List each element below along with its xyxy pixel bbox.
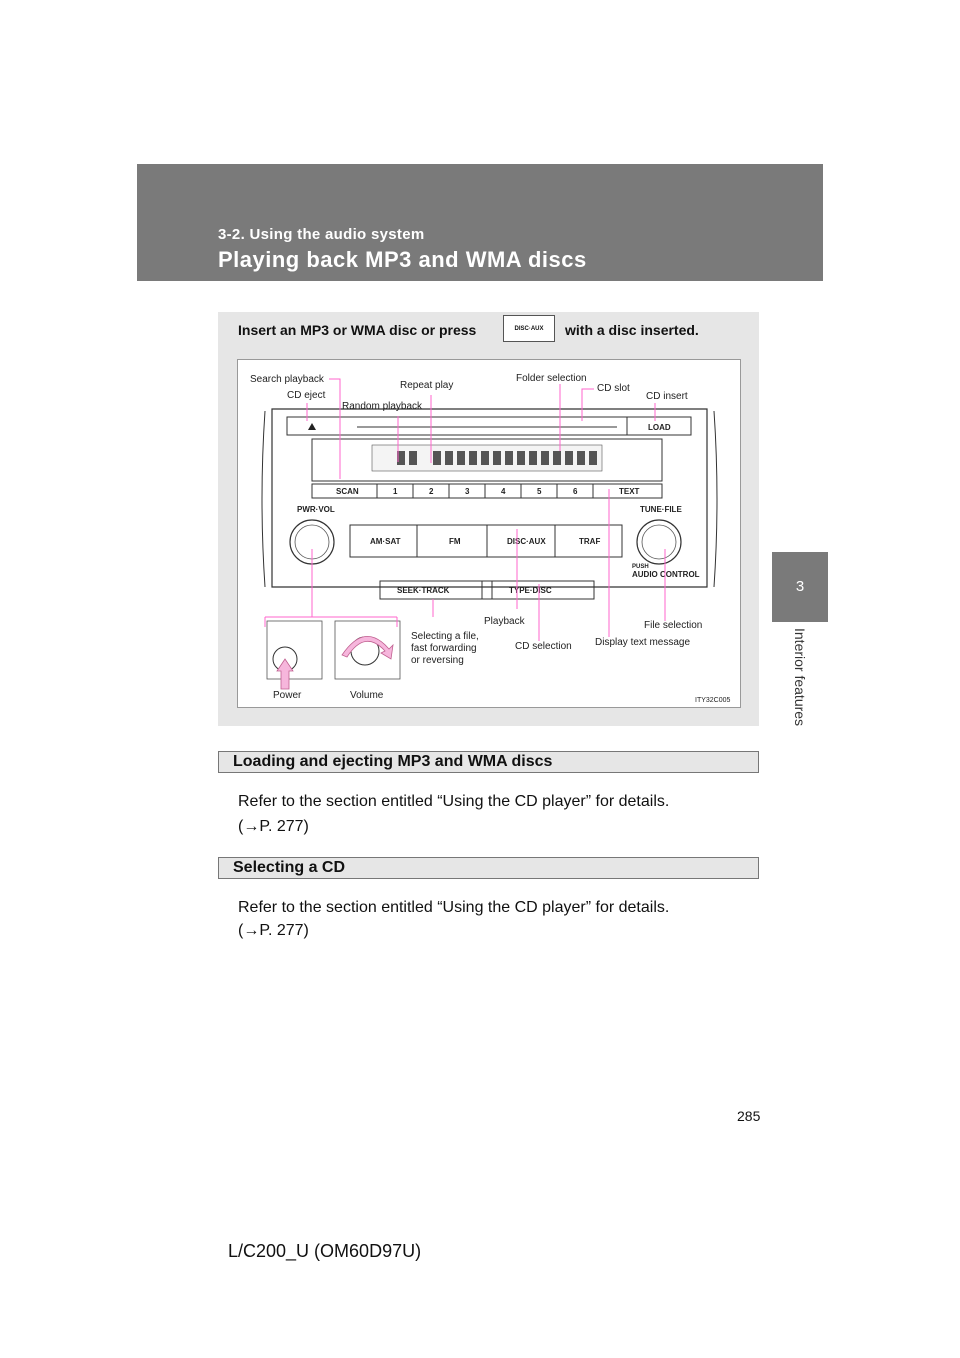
tune-file-label: TUNE·FILE	[640, 505, 682, 514]
traf-button: TRAF	[579, 537, 601, 546]
fm-button: FM	[449, 537, 461, 546]
document-code: L/C200_U (OM60D97U)	[228, 1241, 422, 1261]
section-label: 3-2. Using the audio system	[218, 226, 425, 243]
section-heading-loading: Loading and ejecting MP3 and WMA discs	[218, 751, 759, 773]
section-link-selecting[interactable]: (→P. 277)	[238, 922, 309, 939]
audio-control-label: AUDIO CONTROL	[632, 570, 700, 579]
preset-4: 4	[501, 487, 506, 496]
label-selecting-file-2: fast forwarding	[411, 643, 477, 654]
label-repeat-play: Repeat play	[400, 380, 454, 391]
label-volume: Volume	[350, 690, 384, 701]
preset-3: 3	[465, 487, 470, 496]
eject-icon	[308, 423, 316, 430]
push-label: PUSH	[632, 564, 649, 570]
pwr-vol-label: PWR·VOL	[297, 505, 335, 514]
tune-file-knob	[637, 520, 681, 564]
figure-code: ITY32C005	[695, 697, 731, 704]
rotate-arrow-icon	[342, 636, 393, 659]
label-random-playback: Random playback	[342, 401, 423, 412]
label-cd-eject: CD eject	[287, 390, 326, 401]
audio-unit-illustration	[237, 359, 741, 708]
label-selecting-file-3: or reversing	[411, 655, 464, 666]
insert-instruction-start: Insert an MP3 or WMA disc or press	[238, 322, 477, 338]
preset-2: 2	[429, 487, 434, 496]
label-playback: Playback	[484, 616, 525, 627]
label-folder-selection: Folder selection	[516, 373, 587, 384]
label-power: Power	[273, 690, 302, 701]
section-text-selecting-1: Refer to the section entitled “Using the CD player” for details.	[238, 899, 670, 916]
chapter-tab[interactable]: 3	[772, 552, 828, 622]
preset-1: 1	[393, 487, 398, 496]
preset-6: 6	[573, 487, 578, 496]
load-button-label: LOAD	[648, 423, 671, 432]
label-cd-selection: CD selection	[515, 641, 572, 652]
label-selecting-file-1: Selecting a file,	[411, 631, 479, 642]
label-display-text-message: Display text message	[595, 637, 691, 648]
label-cd-slot: CD slot	[597, 383, 630, 394]
section-heading-selecting: Selecting a CD	[218, 857, 759, 879]
type-disc-button: TYPE·DISC	[509, 586, 552, 595]
label-cd-insert: CD insert	[646, 391, 688, 402]
seek-track-button: SEEK·TRACK	[397, 586, 450, 595]
label-file-selection: File selection	[644, 620, 703, 631]
text-button: TEXT	[619, 487, 640, 496]
press-arrow-icon	[277, 659, 293, 689]
page-title: Playing back MP3 and WMA discs	[218, 247, 587, 272]
disc-aux-button: DISC·AUX	[507, 537, 546, 546]
disc-aux-button-icon: DISC·AUX	[503, 315, 555, 342]
section-link-loading[interactable]: (→P. 277)	[238, 818, 309, 835]
chapter-label: Interior features	[792, 628, 808, 727]
preset-5: 5	[537, 487, 542, 496]
insert-instruction-end: with a disc inserted.	[565, 322, 699, 338]
scan-button: SCAN	[336, 487, 359, 496]
label-search-playback: Search playback	[250, 374, 324, 385]
am-sat-button: AM·SAT	[370, 537, 401, 546]
section-text-loading-1: Refer to the section entitled “Using the CD player” for details.	[238, 793, 670, 810]
page-number: 285	[737, 1108, 761, 1124]
